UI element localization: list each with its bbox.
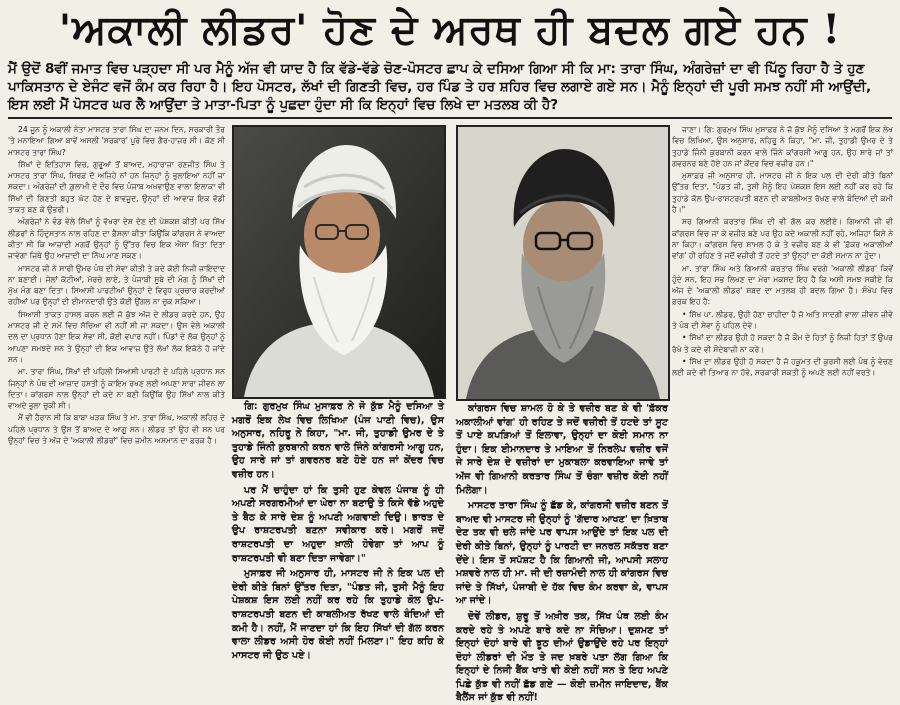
right-list-item: • ਸਿੱਖ ਦਾ ਲੀਡਰ ਉਹੀ ਹੋ ਸਕਦਾ ਹੈ ਜੋ ਹਕੂਮਤ ਦੀ ਕੁਰਸੀ ਲਈ ਪੰਥ ਨੂੰ ਵੇਚਣ ਲਈ ਕਦੇ ਵੀ ਤਿਆਰ ਨਾ ਹੋਵੇ, ਸਰਕਾਰੀ ਸ਼ਕਤੀ ਨੂੰ ਅਪਣੇ ਲਈ ਨਹੀਂ ਵਰਤੇ। <box>672 356 893 378</box>
portrait-illustration <box>458 127 668 399</box>
portrait-photo-left <box>232 125 446 399</box>
caption-right-end: ਦੋਵੇਂ ਲੀਡਰ, ਸ਼ੁਰੂ ਤੋਂ ਅਖ਼ੀਰ ਤਕ, ਸਿੱਖ ਪੰਥ ਲਈ ਕੰਮ ਕਰਦੇ ਰਹੇ ਤੇ ਅਪਣੇ ਬਾਰੇ ਕਦੇ ਨਾ ਸੋਚਿਆ। ਦੁਸ਼ਮਣ ਤਾਂ ਇਨ੍ਹਾਂ ਦੋਹਾਂ ਬਾਰੇ ਵੀ ਝੂਠ ਦੀਆਂ ਉਡਾਉਂਦੇ ਰਹੇ ਪਰ ਇਨ੍ਹਾਂ ਦੋਹਾਂ ਲੀਡਰਾਂ ਦੀ ਮੌਤ ਤੇ ਜਦ ਖ਼ਬਰੇ ਪਤਾ ਲੱਗ ਗਿਆ ਕਿ ਇਨ੍ਹਾਂ ਦੇ ਨਿਜੀ ਬੈਂਕ ਖਾਤੇ ਵੀ ਕੋਈ ਨਹੀਂ ਸਨ ਤੇ ਇਹ ਅਪਣੇ ਪਿਛੇ ਕੁੱਝ ਵੀ ਨਹੀਂ ਛੱਡ ਗਏ — ਕੋਈ ਜ਼ਮੀਨ ਜਾਇਦਾਦ, ਬੈਂਕ ਬੈਲੈਂਸ ਜਾਂ ਕੁੱਝ ਵੀ ਨਹੀਂ! <box>456 610 668 704</box>
headline: 'ਅਕਾਲੀ ਲੀਡਰ' ਹੋਣ ਦੇ ਅਰਥ ਹੀ ਬਦਲ ਗਏ ਹਨ ! <box>58 6 842 53</box>
left-paragraph: ਮਾਸਟਰ ਜੀ ਨੇ ਸਾਰੀ ਉਮਰ ਪੰਥ ਦੀ ਸੇਵਾ ਕੀਤੀ ਤੇ ਕਦੇ ਕੋਈ ਨਿਜੀ ਜਾਇਦਾਦ ਨਾ ਬਣਾਈ। ਜੇਲਾਂ ਕੱਟੀਆਂ, ਮੋਰਚੇ ਲਾਏ, ਤੇ ਪੰਜਾਬੀ ਸੂਬੇ ਦੀ ਮੰਗ ਨੂੰ ਸਿੱਖਾਂ ਦੀ ਮੁੱਖ ਮੰਗ ਬਣਾ ਦਿਤਾ। ਸਿਆਸੀ ਪਾਰਟੀਆਂ ਉਨ੍ਹਾਂ ਦੇ ਵਿਰੁਧ ਪ੍ਰਚਾਰ ਕਰਦੀਆਂ ਰਹੀਆਂ ਪਰ ਉਨ੍ਹਾਂ ਦੀ ਈਮਾਨਦਾਰੀ ਉਤੇ ਕੋਈ ਉਂਗਲ ਨਾ ਚੁਕ ਸਕਿਆ। <box>8 263 225 307</box>
caption-left-body: ਪਰ ਮੈਂ ਚਾਹੁੰਦਾ ਹਾਂ ਕਿ ਤੁਸੀ ਹੁਣ ਕੇਵਲ ਪੰਜਾਬ ਨੂੰ ਹੀ ਅਪਣੀ ਸਰਗਰਮੀਆਂ ਦਾ ਘੇਰਾ ਨਾ ਬਣਾਉ ਤੇ ਕਿਸੇ ਵੱਡੇ ਅਹੁਦੇ ਤੇ ਬੈਠ ਕੇ ਸਾਰੇ ਦੇਸ਼ ਨੂੰ ਅਪਣੀ ਅਗਵਾਈ ਦਿਉ। ਭਾਰਤ ਦੇ ਉਪ ਰਾਸ਼ਟਰਪਤੀ ਬਣਨਾ ਸਵੀਕਾਰ ਕਰੋ। ਮਗਰੋਂ ਜਦੋਂ ਰਾਸ਼ਟਰਪਤੀ ਦਾ ਅਹੁਦਾ ਖ਼ਾਲੀ ਹੋਵੇਗਾ ਤਾਂ ਆਪ ਨੂੰ ਰਾਸ਼ਟਰਪਤੀ ਵੀ ਬਣਾ ਦਿਤਾ ਜਾਵੇਗਾ।" <box>232 484 444 564</box>
left-column <box>8 124 225 672</box>
caption-right <box>456 402 668 704</box>
left-paragraph: 24 ਜੂਨ ਨੂੰ ਅਕਾਲੀ ਨੇਤਾ ਮਾਸਟਰ ਤਾਰਾ ਸਿੰਘ ਦਾ ਜਨਮ ਦਿਨ, ਸਰਕਾਰੀ ਤੌਰ 'ਤੇ ਮਨਾਇਆ ਗਿਆ ਬਾਵੇਂ ਅਸਲੀ 'ਸਰਕਾਰ' ਪੂਰੇ ਵਿਚ ਗੈਰ-ਹਾਜ਼ਰ ਸੀ। ਕੋਣ ਸੀ ਮਾਸਟਰ ਤਾਰਾ ਸਿੰਘ? <box>8 125 225 157</box>
portrait-illustration <box>234 127 444 397</box>
left-paragraph: ਸਿਆਸੀ ਤਾਕਤ ਹਾਸਲ ਕਰਨ ਲਈ ਜੋ ਕੁੱਝ ਅੱਜ ਦੇ ਲੀਡਰ ਕਰਦੇ ਹਨ, ਉਹ ਮਾਸਟਰ ਜੀ ਦੇ ਸਮੇਂ ਵਿਚ ਸੋਚਿਆ ਵੀ ਨਹੀਂ ਸੀ ਜਾ ਸਕਦਾ। ਉਸ ਵੇਲੇ ਅਕਾਲੀ ਦਲ ਦਾ ਪ੍ਰਧਾਨ ਹੋਣਾ ਇਕ ਸੇਵਾ ਸੀ, ਕੋਈ ਵਪਾਰ ਨਹੀਂ। ਪਿੰਡਾਂ ਦੇ ਲੋਕ ਉਨ੍ਹਾਂ ਨੂੰ ਆਪਣਾ ਸਮਝਦੇ ਸਨ ਤੇ ਉਨ੍ਹਾਂ ਦੀ ਇਕ ਆਵਾਜ਼ ਉਤੇ ਲੱਖਾਂ ਲੋਕ ਇਕੱਠੇ ਹੋ ਜਾਂਦੇ ਸਨ। <box>8 309 225 364</box>
caption-right-body: ਮਾਸਟਰ ਤਾਰਾ ਸਿੰਘ ਨੂੰ ਛੱਡ ਕੇ, ਕਾਂਗਰਸੀ ਵਜ਼ੀਰ ਬਣਨ ਤੋਂ ਬਾਅਦ ਵੀ ਮਾਸਟਰ ਜੀ ਉਨ੍ਹਾਂ ਨੂੰ 'ਗੱਦਾਰ ਆਖਣ' ਦਾ ਖ਼ਿਤਾਬ ਦੇਣ ਤਕ ਵੀ ਚਲੇ ਜਾਂਦੇ ਪਰ ਵਾਪਸ ਆਉਂਦੇ ਤਾਂ ਇਕ ਪਲ ਦੀ ਦੇਰੀ ਕੀਤੇ ਬਿਨਾਂ, ਉਨ੍ਹਾਂ ਨੂੰ ਪਾਰਟੀ ਦਾ ਜਨਰਲ ਸਕੱਤਰ ਬਣਾ ਦੇਂਦੇ। ਇਸ ਤੋਂ ਸਪੱਸ਼ਟ ਹੈ ਕਿ ਗਿਆਨੀ ਜੀ, ਆਪਸੀ ਸਲਾਹ ਮਸ਼ਵਰੇ ਨਾਲ ਹੀ ਮਾ. ਜੀ ਦੀ ਰਜ਼ਾਮੰਦੀ ਨਾਲ ਹੀ ਕਾਂਗਰਸ ਵਿਚ ਜਾਂਦੇ ਤੇ ਸਿੱਖਾਂ, ਪੰਜਾਬੀ ਦੇ ਹੱਕ ਵਿਚ ਕੰਮ ਕਰਵਾ ਕੇ, ਵਾਪਸ ਆ ਜਾਂਦੇ। <box>456 500 668 607</box>
right-paragraph: ਜਾਣਾ। ਗਿ: ਗੁਰਮੁਖ ਸਿੰਘ ਮੁਸਾਫ਼ਰ ਨੇ ਜੋ ਕੁੱਝ ਮੈਨੂੰ ਦਸਿਆ ਤੇ ਮਗਰੋਂ ਇਕ ਲੇਖ ਵਿਚ ਲਿਖਿਆ, ਉਸ ਅਨੁਸਾਰ, ਨਹਿਰੂ ਨੇ ਕਿਹਾ, "ਮਾ. ਜੀ, ਤੁਹਾਡੀ ਉਮਰ ਦੇ ਤੇ ਤੁਹਾਡੇ ਜਿੰਨੀ ਕੁਰਬਾਨੀ ਕਰਨ ਵਾਲੇ ਜਿੰਨੇ ਕਾਂਗਰਸੀ ਆਗੂ ਹਨ, ਉਹ ਸਾਰੇ ਜਾਂ ਤਾਂ ਗਵਰਨਰ ਬਣੇ ਹੋਏ ਹਨ ਜਾਂ ਕੇਂਦਰ ਵਿਚ ਵਜ਼ੀਰ ਹਨ।" <box>672 125 893 168</box>
left-paragraph: ਮੈਂ ਵੀ ਹੈਰਾਨ ਸੀ ਕਿ ਬਾਬਾ ਖੜਕ ਸਿੰਘ ਤੇ ਮਾ. ਤਾਰਾ ਸਿੰਘ, ਅਕਾਲੀ ਲਹਿਰ ਦੇ ਪਹਿਲੇ ਪ੍ਰਧਾਨ ਤੇ ਉਸ ਤੋਂ ਬਾਅਦ ਦੇ ਆਗੂ ਸਨ। ਲੀਡਰ ਤਾਂ ਉਹ ਵੀ ਸਨ ਪਰ ਉਨ੍ਹਾਂ ਵਿਚ ਤੇ ਅੱਜ ਦੇ 'ਅਕਾਲੀ ਲੀਡਰਾਂ' ਵਿਚ ਜ਼ਮੀਨ ਅਸਮਾਨ ਦਾ ਫ਼ਰਕ ਹੈ। <box>8 413 225 446</box>
intro-paragraph: ਮੈਂ ਉਦੋਂ 8ਵੀਂ ਜਮਾਤ ਵਿਚ ਪੜ੍ਹਦਾ ਸੀ ਪਰ ਮੈਨੂੰ ਅੱਜ ਵੀ ਯਾਦ ਹੈ ਕਿ ਵੱਡੇ-ਵੱਡੇ ਚੋਣ-ਪੋਸਟਰ ਛਾਪ ਕੇ ਦਸਿਆ ਗਿਆ ਸੀ ਕਿ ਮਾ: ਤਾਰਾ ਸਿੰਘ, ਅੰਗਰੇਜ਼ਾਂ ਦਾ ਵੀ ਪਿੱਠੂ ਰਿਹਾ ਹੈ ਤੇ ਹੁਣ ਪਾਕਿਸਤਾਨ ਦੇ ਏਜੰਟ ਵਜੋਂ ਕੰਮ ਕਰ ਰਿਹਾ ਹੈ। ਇਹ ਪੋਸਟਰ, ਲੱਖਾਂ ਦੀ ਗਿਣਤੀ ਵਿਚ, ਹਰ ਪਿੰਡ ਤੇ ਹਰ ਸ਼ਹਿਰ ਵਿਚ ਲਗਾਏ ਗਏ ਸਨ। ਮੈਨੂੰ ਇਨ੍ਹਾਂ ਦੀ ਪੂਰੀ ਸਮਝ ਨਹੀਂ ਸੀ ਆਉਂਦੀ, ਇਸ ਲਈ ਮੈਂ ਪੋਸਟਰ ਘਰ ਲੈ ਆਉਂਦਾ ਤੇ ਮਾਤਾ-ਪਿਤਾ ਨੂੰ ਪੁਛਦਾ ਹੁੰਦਾ ਸੀ ਕਿ ਇਨ੍ਹਾਂ ਵਿਚ ਲਿਖੇ ਦਾ ਮਤਲਬ ਕੀ ਹੈ? <box>8 61 872 113</box>
right-paragraph: ਸਰ ਗਿਆਨੀ ਕਰਤਾਰ ਸਿੰਘ ਦੀ ਵੀ ਗੱਲ ਕਰ ਲਈਏ। ਗਿਆਨੀ ਜੀ ਵੀ ਕਾਂਗਰਸ ਵਿਚ ਜਾ ਕੇ ਵਜ਼ੀਰ ਬਣੇ ਪਰ ਉਹ ਕਦੇ ਅਕਾਲੀ ਨਹੀਂ ਰਹੇ, ਅਜਿਹਾ ਕਿਸੇ ਨੇ ਨਾ ਕਿਹਾ। ਕਾਂਗਰਸ ਵਿਚ ਸ਼ਾਮਲ ਹੋ ਕੇ ਤੇ ਵਜ਼ੀਰ ਬਣ ਕੇ ਵੀ 'ਫ਼ੱਕਰ ਅਕਾਲੀਆਂ ਵਾਂਗ' ਹੀ ਰਹਿਣ ਤੇ ਜਦੋਂ ਵਜ਼ੀਰੀ ਤੋਂ ਹਟਦੇ ਤਾਂ ਉਨ੍ਹਾਂ ਦਾ ਕੋਈ ਸਮਾਨ ਨਾ ਹੁੰਦਾ। <box>672 217 893 261</box>
portrait-photo-right <box>456 125 670 401</box>
right-list-item: • ਸਿੱਖ ਪਾ. ਲੀਡਰ, ਉਹੀ ਹੋਣਾ ਚਾਹੀਦਾ ਹੈ ਜੋ ਅਤਿ ਸਾਦਗੀ ਵਾਲਾ ਜੀਵਨ ਜੀਵੇ ਤੇ ਪੰਥ ਦੀ ਸੇਵਾ ਨੂੰ ਪਹਿਲ ਦੇਵੇ। <box>672 309 893 331</box>
caption-left-end: ਮੁਸਾਫ਼ਰ ਜੀ ਅਨੁਸਾਰ ਹੀ, ਮਾਸਟਰ ਜੀ ਨੇ ਇਕ ਪਲ ਦੀ ਦੇਰੀ ਕੀਤੇ ਬਿਨਾਂ ਉੱਤਰ ਦਿਤਾ, "ਪੰਡਤ ਜੀ, ਤੁਸੀ ਮੈਨੂੰ ਇਹ ਪੇਸ਼ਕਸ਼ ਇਸ ਲਈ ਨਹੀਂ ਕਰ ਰਹੇ ਕਿ ਤੁਹਾਡੇ ਕੋਲ ਉਪ-ਰਾਸ਼ਟਰਪਤੀ ਬਣਨ ਦੀ ਕਾਬਲੀਅਤ ਰੱਖਣ ਵਾਲੇ ਬੰਦਿਆਂ ਦੀ ਕਮੀ ਹੈ। ਨਹੀਂ, ਮੈਂ ਜਾਣਦਾ ਹਾਂ ਕਿ ਇਹ ਸਿੱਖਾਂ ਦੀ ਗੱਲ ਕਰਨ ਵਾਲਾ ਲੀਡਰ ਅਸੀ ਹੋਰ ਕੋਈ ਨਹੀਂ ਮਿਲਣਾ।" ਇਹ ਕਹਿ ਕੇ ਮਾਸਟਰ ਜੀ ਉਠ ਪਏ। <box>232 568 444 661</box>
caption-right-lead: ਕਾਂਗਰਸ ਵਿਚ ਸ਼ਾਮਲ ਹੋ ਕੇ ਤੇ ਵਜ਼ੀਰ ਬਣ ਕੇ ਵੀ 'ਫ਼ੱਕਰ ਅਕਾਲੀਆਂ ਵਾਂਗ' ਹੀ ਰਹਿਣ ਤੇ ਜਦੋਂ ਵਜ਼ੀਰੀ ਤੋਂ ਹਟਦੇ ਤਾਂ ਸੂਟ ਤੋਂ ਪਾਏ ਕਪੜਿਆਂ ਤੋਂ ਇਲਾਵਾ, ਉਨ੍ਹਾਂ ਦਾ ਕੋਈ ਸਮਾਨ ਨਾ ਹੁੰਦਾ। ਇਕ ਈਮਾਨਦਾਰ ਤੇ ਮਾਇਆ ਤੋਂ ਨਿਰਲੇਪ ਵਜ਼ੀਰ ਵਜੋਂ ਜੇ ਸਾਰੇ ਦੇਸ਼ ਦੇ ਵਜ਼ੀਰਾਂ ਦਾ ਮੁਕਾਬਲਾ ਕਰਵਾਇਆ ਜਾਵੇ ਤਾਂ ਅੱਜ ਵੀ ਗਿਆਨੀ ਕਰਤਾਰ ਸਿੰਘ ਤੋਂ ਚੰਗਾ ਵਜ਼ੀਰ ਕੋਈ ਨਹੀਂ ਮਿਲੇਗਾ। <box>456 403 668 496</box>
right-list-item: • ਸਿੱਖਾਂ ਦਾ ਲੀਡਰ ਉਹੀ ਹੋ ਸਕਦਾ ਹੈ ਜੋ ਕੌਮ ਦੇ ਹਿਤਾਂ ਨੂੰ ਨਿਜੀ ਹਿਤਾਂ ਤੋਂ ਉਪਰ ਰੱਖੇ ਤੇ ਕਦੇ ਵੀ ਸੌਦੇਬਾਜ਼ੀ ਨਾ ਕਰੇ। <box>672 333 893 354</box>
divider <box>8 117 892 119</box>
caption-left <box>232 400 444 672</box>
caption-left-lead: ਗਿ: ਗੁਰਮੁਖ ਸਿੰਘ ਮੁਸਾਫ਼ਰ ਨੇ ਜੋ ਕੁੱਝ ਮੈਨੂੰ ਦਸਿਆ ਤੇ ਮਗਰੋਂ ਇਕ ਲੇਖ ਵਿਚ ਲਿਖਿਆ (ਪੰਜ ਪਾਣੀ ਵਿਚ), ਉਸ ਅਨੁਸਾਰ, ਨਹਿਰੂ ਨੇ ਕਿਹਾ, "ਮਾ. ਜੀ, ਤੁਹਾਡੀ ਉਮਰ ਦੇ ਤੇ ਤੁਹਾਡੇ ਜਿੰਨੀ ਕੁਰਬਾਨੀ ਕਰਨ ਵਾਲੇ ਜਿੰਨੇ ਕਾਂਗਰਸੀ ਆਗੂ ਹਨ, ਉਹ ਸਾਰੇ ਜਾਂ ਤਾਂ ਗਵਰਨਰ ਬਣੇ ਹੋਏ ਹਨ ਜਾਂ ਕੇਂਦਰ ਵਿਚ ਵਜ਼ੀਰ ਹਨ। <box>232 401 444 480</box>
right-column <box>672 124 893 672</box>
left-paragraph: ਮਾ. ਤਾਰਾ ਸਿੰਘ, ਸਿੱਖਾਂ ਦੀ ਪਹਿਲੀ ਸਿਆਸੀ ਪਾਰਟੀ ਦੇ ਪਹਿਲੇ ਪ੍ਰਧਾਨ ਸਨ ਜਿਨ੍ਹਾਂ ਨੇ ਪੰਥ ਦੀ ਆਜ਼ਾਦ ਹਸਤੀ ਨੂੰ ਕਾਇਮ ਰਖਣ ਲਈ ਅਪਣਾ ਸਾਰਾ ਜੀਵਨ ਲਾ ਦਿਤਾ। ਕਾਂਗਰਸ ਨਾਲ ਉਨ੍ਹਾਂ ਦੀ ਕਦੇ ਨਾ ਬਣੀ ਕਿਉਂਕਿ ਉਹ ਸਿੱਖਾਂ ਨਾਲ ਕੀਤੇ ਵਾਅਦੇ ਭੁਲਾ ਚੁਕੀ ਸੀ। <box>8 367 225 411</box>
left-paragraph: ਅੰਗਰੇਜ਼ਾਂ ਨੇ ਵੰਡ ਵੇਲੇ ਸਿੱਖਾਂ ਨੂੰ ਵੱਖਰਾ ਦੇਸ਼ ਦੇਣ ਦੀ ਪੇਸ਼ਕਸ਼ ਕੀਤੀ ਪਰ ਸਿੱਖ ਲੀਡਰਾਂ ਨੇ ਹਿੰਦੁਸਤਾਨ ਨਾਲ ਰਹਿਣ ਦਾ ਫ਼ੈਸਲਾ ਕੀਤਾ ਕਿਉਂਕਿ ਕਾਂਗਰਸ ਨੇ ਵਾਅਦਾ ਕੀਤਾ ਸੀ ਕਿ ਆਜ਼ਾਦੀ ਮਗਰੋਂ ਉਨ੍ਹਾਂ ਨੂੰ ਉੱਤਰ ਵਿਚ ਇਕ ਐਸਾ ਖ਼ਿੱਤਾ ਦਿਤਾ ਜਾਵੇਗਾ ਜਿਥੇ ਉਹ ਆਜ਼ਾਦੀ ਦਾ ਨਿੱਘ ਮਾਣ ਸਕਣ। <box>8 217 225 261</box>
right-paragraph: ਮਾ. ਤਾਰਾ ਸਿੰਘ ਅਤੇ ਗਿਆਨੀ ਕਰਤਾਰ ਸਿੰਘ ਵਰਗੇ 'ਅਕਾਲੀ ਲੀਡਰ' ਕਿਵੇਂ ਹੁੰਦੇ ਸਨ, ਇਹ ਸਭ ਲਿਖਣ ਦਾ ਮੇਰਾ ਮਕਸਦ ਇਹ ਹੈ ਕਿ ਅਸੀ ਸਮਝ ਸਕੀਏ ਕਿ ਅੱਜ ਦੇ 'ਅਕਾਲੀ ਲੀਡਰ' ਸ਼ਬਦ ਦਾ ਮਤਲਬ ਹੀ ਬਦਲ ਗਿਆ ਹੈ। ਸੰਖੇਪ ਵਿਚ ਫ਼ਰਕ ਇਹ ਹੈ: <box>672 263 893 307</box>
left-paragraph: ਸਿੱਖਾਂ ਦੇ ਇਤਿਹਾਸ ਵਿਚ, ਗੁਰੂਆਂ ਤੋਂ ਬਾਅਦ, ਮਹਾਰਾਜਾ ਰਣਜੀਤ ਸਿੰਘ ਤੇ ਮਾਸਟਰ ਤਾਰਾ ਸਿੰਘ, ਸਿਰਫ਼ ਦੋ ਅਜਿਹੇ ਨਾਂ ਹਨ ਜਿਨ੍ਹਾਂ ਨੂੰ ਭੁਲਾਇਆ ਨਹੀਂ ਜਾ ਸਕਦਾ। ਅੰਗਰੇਜ਼ਾਂ ਦੀ ਗ਼ੁਲਾਮੀ ਦੇ ਦੌਰ ਵਿਚ ਪੰਜਾਬ ਅਖਵਾਉਣ ਵਾਲਾ ਇਲਾਕਾ ਵੀ ਸਿੱਖਾਂ ਦੀ ਗਿਣਤੀ ਬਹੁਤ ਘੱਟ ਹੋਣ ਦੇ ਬਾਵਜੂਦ, ਉਨ੍ਹਾਂ ਦੀ ਆਵਾਜ਼ ਇਕ ਵੱਡੀ ਤਾਕਤ ਬਣ ਕੇ ਉਭਰੀ। <box>8 159 225 215</box>
right-paragraph: ਮੁਸਾਫ਼ਰ ਜੀ ਅਨੁਸਾਰ ਹੀ, ਮਾਸਟਰ ਜੀ ਨੇ ਇਕ ਪਲ ਦੀ ਦੇਰੀ ਕੀਤੇ ਬਿਨਾਂ ਉੱਤਰ ਦਿਤਾ, "ਪੰਡਤ ਜੀ, ਤੁਸੀ ਮੈਨੂੰ ਇਹ ਪੇਸ਼ਕਸ਼ ਇਸ ਲਈ ਨਹੀਂ ਕਰ ਰਹੇ ਕਿ ਤੁਹਾਡੇ ਕੋਲ ਉਪ-ਰਾਸ਼ਟਰਪਤੀ ਬਣਨ ਦੀ ਕਾਬਲੀਅਤ ਰੱਖਣ ਵਾਲੇ ਬੰਦਿਆਂ ਦੀ ਕਮੀ ਹੈ।" <box>672 171 893 215</box>
